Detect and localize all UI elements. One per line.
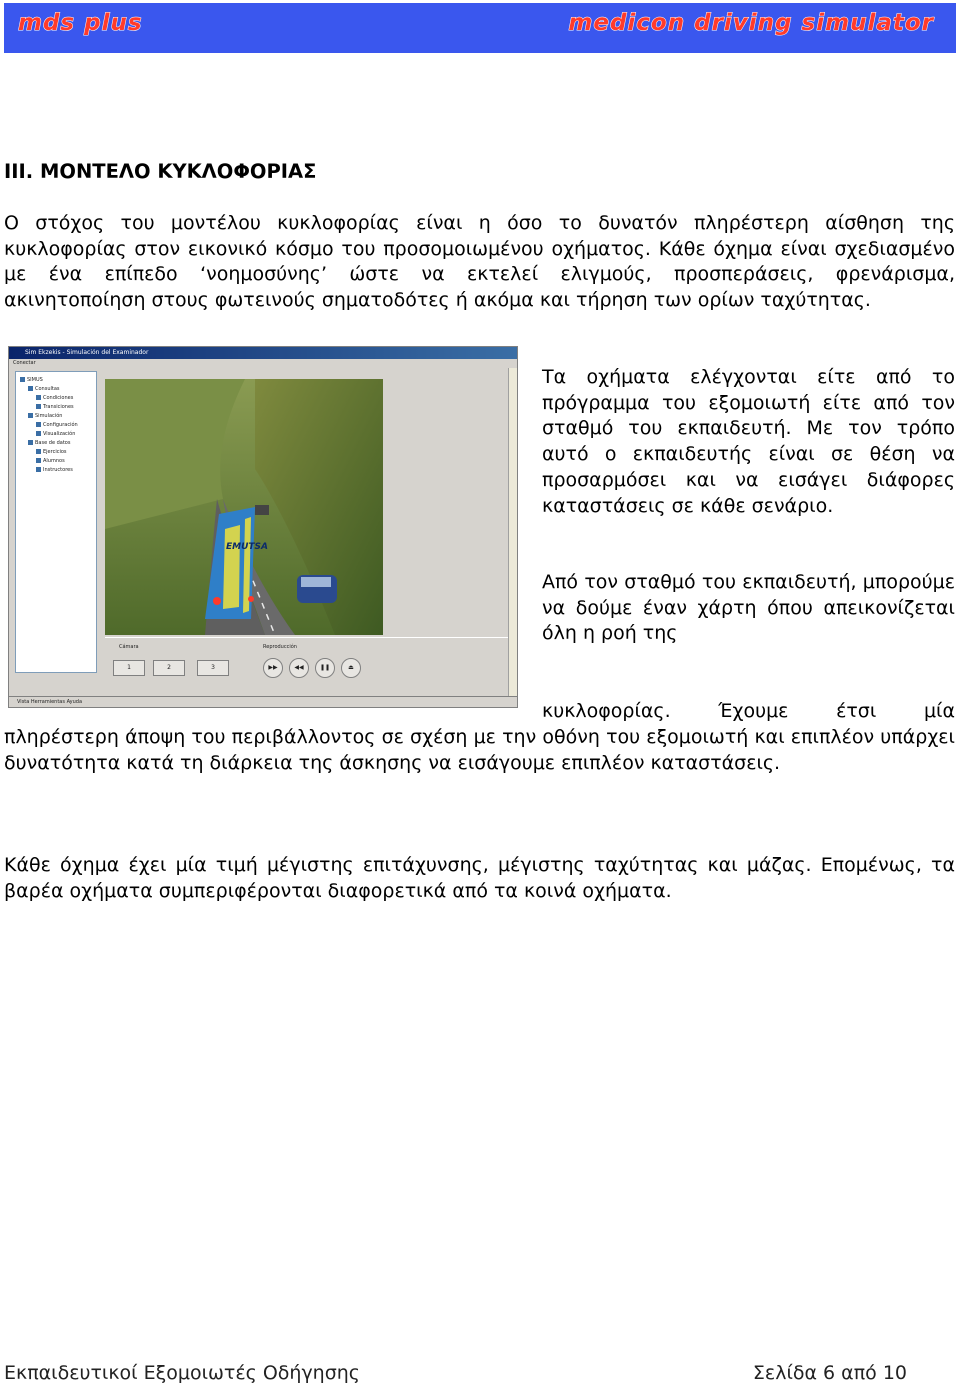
instructor-station-screenshot <box>8 346 518 708</box>
tree-item: Simulación <box>28 412 62 420</box>
fast-forward-button[interactable]: ▶▶ <box>263 658 283 678</box>
camera-label: Cámara <box>119 644 139 650</box>
page-number: Σελίδα 6 από 10 <box>752 1362 907 1384</box>
continuation-first-line: κυκλοφορίας. Έχουμε έτσι μία <box>542 700 955 722</box>
road-scene-illustration <box>105 379 383 635</box>
banner-left-logo: mds plus <box>18 10 143 36</box>
header-banner <box>4 3 956 53</box>
tree-item: Visualización <box>36 430 75 438</box>
closing-paragraph: Κάθε όχημα έχει μία τιμή μέγιστης επιτάχυνσης, μέγιστης ταχύτητας και μάζας. Επομένως, τα βαρέα οχήματα συμπεριφέρονται διαφορετικά από τα κοινά οχήματα. <box>4 854 955 902</box>
item-icon <box>36 458 41 463</box>
tree-item: SIMUS <box>20 376 43 384</box>
folder-icon <box>28 440 33 445</box>
camera-2-button[interactable]: 2 <box>153 660 185 676</box>
folder-icon <box>28 413 33 418</box>
column-paragraph-1: Τα οχήματα ελέγχονται είτε από το πρόγραμμα του εξομοιωτή είτε από τον σταθμό του εκπαιδευτή. Με τον τρόπο αυτό ο εκπαιδευτής είναι σε θέση να προσαρμόσει και να εισάγει διάφορες καταστάσεις σε κάθε σενάριο. <box>542 366 955 517</box>
screenshot-scrollbar <box>508 368 517 697</box>
control-panel <box>105 637 509 692</box>
item-icon <box>36 395 41 400</box>
camera-3-button[interactable]: 3 <box>197 660 229 676</box>
tree-item: Instructores <box>36 466 73 474</box>
screenshot-menubar: Conectar <box>13 360 36 366</box>
vehicle-label: EMUTSA <box>226 542 268 552</box>
footer-title: Εκπαιδευτικοί Εξομοιωτές Οδήγησης <box>4 1362 360 1384</box>
banner-right-logo: medicon driving simulator <box>568 10 934 36</box>
camera-1-button[interactable]: 1 <box>113 660 145 676</box>
intro-paragraph: Ο στόχος του μοντέλου κυκλοφορίας είναι η όσο το δυνατόν πληρέστερη αίσθηση της κυκλοφορίας στον εικονικό κόσμο του προσομοιωμένου οχήματος. Κάθε όχημα είναι σχεδιασμένο με ένα επίπεδο ‘νοημοσύνης’ ώστε να εκτελεί ελιγμούς, προσπεράσεις, φρενάρισμα, ακινητοποίηση στους φωτεινούς σηματοδότες ή ακόμα και τήρηση των ορίων ταχύτητας. <box>4 212 955 312</box>
item-icon <box>36 422 41 427</box>
tree-item: Consultas <box>28 385 60 393</box>
rewind-button[interactable]: ◀◀ <box>289 658 309 678</box>
item-icon <box>36 467 41 472</box>
screenshot-titlebar: Sim Ekzekis - Simulación del Examinador <box>9 347 517 359</box>
screenshot-tree-panel <box>15 371 97 673</box>
column-paragraph-2: Από τον σταθμό του εκπαιδευτή, μπορούμε να δούμε έναν χάρτη όπου απεικονίζεται όλη η ροή της <box>542 571 955 645</box>
tree-item: Transiciones <box>36 403 74 411</box>
item-icon <box>36 431 41 436</box>
eject-button[interactable]: ⏏ <box>341 658 361 678</box>
folder-icon <box>28 386 33 391</box>
tree-item: Condiciones <box>36 394 73 402</box>
section-heading: III. ΜΟΝΤΕΛΟ ΚΥΚΛΟΦΟΡΙΑΣ <box>4 160 317 183</box>
item-icon <box>36 449 41 454</box>
pause-button[interactable]: ❚❚ <box>315 658 335 678</box>
continuation-paragraph: πληρέστερη άποψη του περιβάλλοντος σε σχέση με την οθόνη του εξομοιωτή και επιπλέον υπάρχει δυνατότητα κατά τη διάρκεια της άσκησης να εισάγουμε επιπλέον καταστάσεις. <box>4 726 955 774</box>
screenshot-statusbar: Vista Herramientas Ayuda <box>9 696 517 707</box>
tree-item: Configuración <box>36 421 78 429</box>
tree-item: Alumnos <box>36 457 65 465</box>
simulation-3d-view <box>105 379 383 635</box>
folder-icon <box>20 377 25 382</box>
item-icon <box>36 404 41 409</box>
playback-label: Reproducción <box>263 644 297 650</box>
tree-item: Ejercicios <box>36 448 67 456</box>
tree-item: Base de datos <box>28 439 70 447</box>
